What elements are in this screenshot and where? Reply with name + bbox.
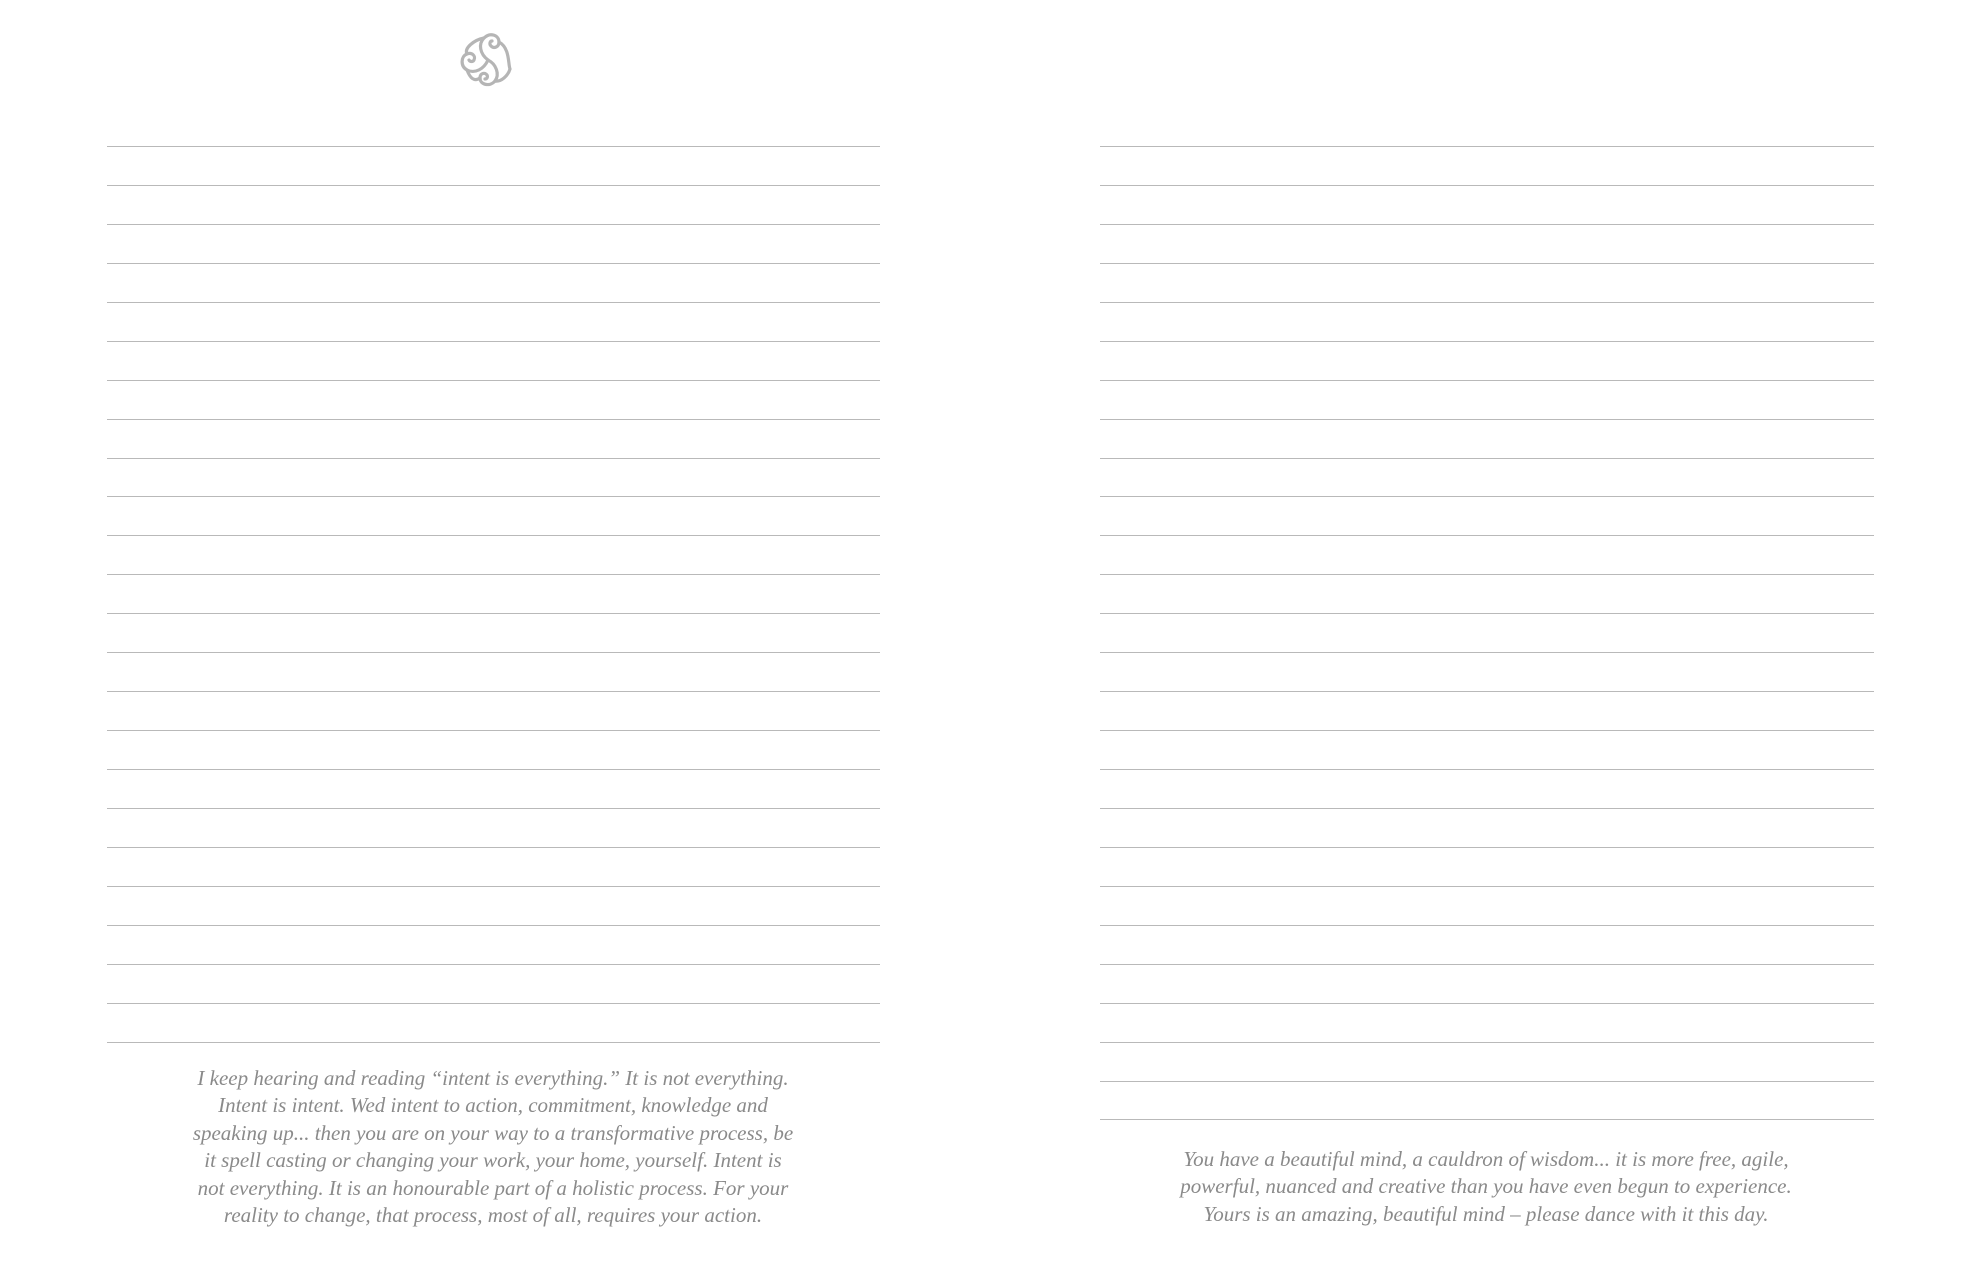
ruled-lines-left (107, 146, 880, 1081)
writing-line (107, 847, 880, 886)
writing-line (1100, 302, 1874, 341)
writing-line (1100, 847, 1874, 886)
writing-line (107, 458, 880, 497)
right-page (980, 0, 1961, 1277)
writing-line (1100, 925, 1874, 964)
writing-line (1100, 535, 1874, 574)
writing-line (107, 419, 880, 458)
writing-line (1100, 419, 1874, 458)
ruled-lines-right (1100, 146, 1874, 1158)
writing-line (107, 769, 880, 808)
writing-line (107, 185, 880, 224)
left-page (0, 0, 980, 1277)
writing-line (1100, 730, 1874, 769)
writing-line (1100, 886, 1874, 925)
writing-line (107, 302, 880, 341)
writing-line (107, 886, 880, 925)
writing-line (107, 613, 880, 652)
writing-line (1100, 380, 1874, 419)
quote-line: Intent is intent. Wed intent to action, commitment, knowledge and (218, 1093, 768, 1118)
writing-line (1100, 224, 1874, 263)
writing-line (107, 224, 880, 263)
writing-line (1100, 1003, 1874, 1042)
writing-line (1100, 574, 1874, 613)
writing-line (1100, 613, 1874, 652)
writing-line (107, 730, 880, 769)
writing-line (1100, 496, 1874, 535)
writing-line (1100, 146, 1874, 185)
left-quote (150, 1065, 836, 1229)
writing-line (107, 263, 880, 302)
quote-line: powerful, nuanced and creative than you have even begun to experience. (1180, 1174, 1792, 1199)
writing-line (107, 964, 880, 1003)
writing-line (1100, 1081, 1874, 1120)
writing-line (107, 341, 880, 380)
writing-line (107, 925, 880, 964)
quote-line: it spell casting or changing your work, your home, yourself. Intent is (204, 1148, 782, 1173)
writing-line (107, 574, 880, 613)
writing-line (1100, 808, 1874, 847)
writing-line (107, 380, 880, 419)
writing-line (107, 496, 880, 535)
quote-line: I keep hearing and reading “intent is everything.” It is not everything. (197, 1066, 789, 1090)
writing-line (1100, 263, 1874, 302)
writing-line (107, 146, 880, 185)
quote-line: Yours is an amazing, beautiful mind – please dance with it this day. (1203, 1201, 1769, 1226)
quote-line: reality to change, that process, most of all, requires your action. (223, 1203, 763, 1228)
right-quote (1122, 1146, 1850, 1228)
writing-line (1100, 1042, 1874, 1081)
writing-line (1100, 691, 1874, 730)
writing-line (1100, 652, 1874, 691)
writing-line (1100, 769, 1874, 808)
writing-line (1100, 458, 1874, 497)
writing-line (1100, 341, 1874, 380)
quote-line: speaking up... then you are on your way to a transformative process, be (192, 1120, 794, 1145)
quote-line: You have a beautiful mind, a cauldron of wisdom... it is more free, agile, (1183, 1147, 1789, 1171)
triskele-icon (452, 24, 524, 96)
writing-line (107, 691, 880, 730)
writing-line (1100, 964, 1874, 1003)
writing-line (107, 808, 880, 847)
writing-line (1100, 185, 1874, 224)
writing-line (107, 535, 880, 574)
writing-line (107, 1003, 880, 1042)
writing-line (107, 652, 880, 691)
quote-line: not everything. It is an honourable part of a holistic process. For your (197, 1175, 789, 1200)
